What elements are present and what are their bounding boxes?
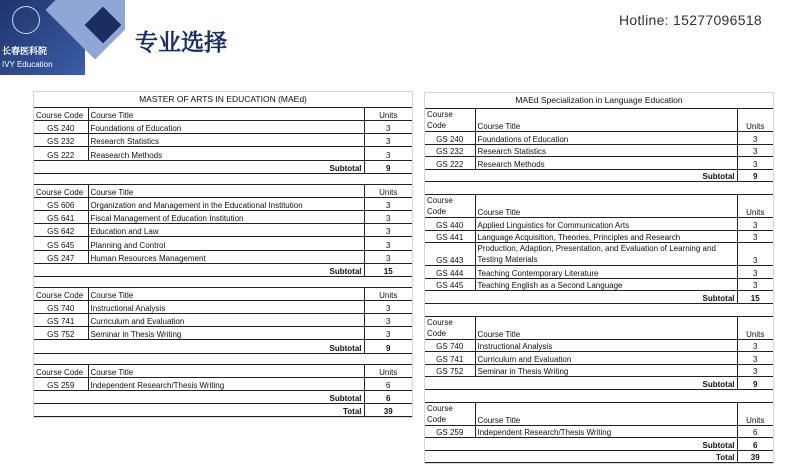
subtotal-value: 9 [364,160,412,173]
course-units: 3 [737,339,773,352]
empty-cell [475,389,737,402]
table-row [34,327,412,340]
table-row [34,147,412,160]
course-title: Production, Adaption, Presentation, and Evaluation of Learning and Testing Materials [475,243,737,266]
header-course-title: Course Title [88,108,364,121]
table-row [34,121,412,134]
subtotal-label: Subtotal [425,438,737,451]
table-row [34,237,412,250]
course-code: GS 222 [425,157,475,170]
course-units: 3 [737,217,773,230]
course-title: Research Statistics [88,134,364,147]
table-header-row [425,316,773,339]
header-units: Units [364,287,412,300]
subtotal-row [34,160,412,173]
course-units: 6 [364,377,412,390]
course-units: 3 [364,134,412,147]
header-units: Units [737,402,773,425]
table-row [34,134,412,147]
course-units: 3 [737,364,773,377]
subtotal-value: 15 [364,263,412,276]
course-code: GS 259 [34,377,88,390]
subtotal-label: Subtotal [34,263,364,276]
hotline: Hotline: 15277096518 [618,12,762,28]
table-row [425,425,773,438]
course-code: GS 443 [425,243,475,266]
course-units: 3 [364,224,412,237]
table-header-row [425,194,773,217]
course-title: Foundations of Education [88,121,364,134]
empty-cell [737,303,773,316]
course-code: GS 440 [425,217,475,230]
subtotal-value: 15 [737,291,773,304]
logo-seal-icon [12,6,40,34]
table-header-row [34,364,412,377]
subtotal-row [425,438,773,451]
course-units: 3 [737,144,773,157]
course-units: 3 [737,157,773,170]
course-code: GS 240 [34,121,88,134]
subtotal-label: Subtotal [425,377,737,390]
course-title: Teaching Contemporary Literature [475,266,737,279]
empty-cell [34,173,88,184]
empty-cell [737,182,773,195]
course-code: GS 606 [34,197,88,210]
course-units: 3 [364,147,412,160]
course-units: 6 [737,425,773,438]
course-code: GS 232 [34,134,88,147]
empty-cell [737,389,773,402]
course-title: Research Methods [475,157,737,170]
group-spacer [425,303,773,316]
course-title: Seminar in Thesis Writing [88,327,364,340]
empty-cell [34,353,88,364]
course-code: GS 752 [425,364,475,377]
header-units: Units [364,184,412,197]
course-code: GS 740 [425,339,475,352]
table-row [425,278,773,291]
subtotal-value: 9 [364,340,412,353]
course-code: GS 259 [425,425,475,438]
table-header-row [425,402,773,425]
course-title: Instructional Analysis [88,300,364,313]
course-title: Education and Law [88,224,364,237]
empty-cell [475,303,737,316]
header-course-code: Course Code [34,364,88,377]
table-row [425,230,773,243]
course-units: 3 [737,230,773,243]
course-title: Foundations of Education [475,132,737,145]
course-table [34,107,412,417]
group-spacer [34,353,412,364]
table-row [34,377,412,390]
header-course-title: Course Title [88,184,364,197]
subtotal-row [34,390,412,403]
header-course-code: Course Code [425,109,475,132]
course-title: Independent Research/Thesis Writing [88,377,364,390]
table-row [425,364,773,377]
logo-cn: 长春医科院 [2,46,48,56]
course-title: Organization and Management in the Educational Institution [88,197,364,210]
course-units: 3 [364,314,412,327]
header-course-code: Course Code [425,194,475,217]
group-spacer [425,389,773,402]
course-units: 3 [737,132,773,145]
table-header-row [34,184,412,197]
table-row [425,132,773,145]
course-code: GS 641 [34,210,88,223]
total-label: Total [425,450,737,463]
empty-cell [88,173,364,184]
course-code: GS 222 [34,147,88,160]
course-title: Planning and Control [88,237,364,250]
table-row [425,144,773,157]
total-row [34,404,412,417]
empty-cell [425,303,475,316]
empty-cell [364,353,412,364]
course-units: 3 [737,352,773,365]
header-course-code: Course Code [425,402,475,425]
language-education-table [424,92,774,464]
course-units: 3 [737,266,773,279]
empty-cell [425,389,475,402]
table-caption: MASTER OF ARTS IN EDUCATION (MAEd) [139,94,307,104]
header-course-code: Course Code [34,108,88,121]
empty-cell [364,173,412,184]
table-row [34,224,412,237]
course-units: 3 [364,237,412,250]
course-title: Reasearch Methods [88,147,364,160]
course-units: 3 [364,210,412,223]
table-row [34,197,412,210]
header-course-title: Course Title [475,109,737,132]
course-code: GS 741 [425,352,475,365]
logo-en: IVY Education [2,60,53,69]
course-code: GS 232 [425,144,475,157]
empty-cell [364,276,412,287]
subtotal-value: 9 [737,377,773,390]
course-title: Human Resources Management [88,250,364,263]
course-title: Research Statistics [475,144,737,157]
table-row [425,339,773,352]
course-code: GS 642 [34,224,88,237]
subtotal-label: Subtotal [34,340,364,353]
group-spacer [34,276,412,287]
table-header-row [425,109,773,132]
table-row [34,300,412,313]
table-caption: MAEd Specialization in Language Education [515,95,683,105]
course-title: Applied Linguistics for Communication Arts [475,217,737,230]
course-units: 3 [364,250,412,263]
course-title: Teaching English as a Second Language [475,278,737,291]
course-code: GS 240 [425,132,475,145]
header-units: Units [737,316,773,339]
total-row [425,450,773,463]
total-label: Total [34,404,364,417]
course-title: Independent Research/Thesis Writing [475,425,737,438]
empty-cell [34,276,88,287]
course-units: 3 [364,197,412,210]
subtotal-value: 6 [364,390,412,403]
course-units: 3 [737,278,773,291]
page-title: 专业选择 [135,29,227,55]
header-course-title: Course Title [475,194,737,217]
course-table [425,108,773,463]
subtotal-label: Subtotal [34,160,364,173]
course-code: GS 441 [425,230,475,243]
course-title: Fiscal Management of Education Institution [88,210,364,223]
total-value: 39 [737,450,773,463]
course-code: GS 741 [34,314,88,327]
course-code: GS 645 [34,237,88,250]
course-title: Curriculum and Evaluation [475,352,737,365]
empty-cell [425,182,475,195]
subtotal-row [34,340,412,353]
total-value: 39 [364,404,412,417]
table-header-row [34,108,412,121]
course-title: Seminar in Thesis Writing [475,364,737,377]
header-units: Units [364,364,412,377]
maed-table [33,91,413,418]
course-code: GS 445 [425,278,475,291]
table-row [425,243,773,266]
course-title: Curriculum and Evaluation [88,314,364,327]
subtotal-row [34,263,412,276]
table-row [34,314,412,327]
empty-cell [88,276,364,287]
empty-cell [475,182,737,195]
subtotal-value: 6 [737,438,773,451]
course-code: GS 752 [34,327,88,340]
subtotal-row [425,169,773,182]
subtotal-label: Subtotal [425,291,737,304]
subtotal-label: Subtotal [425,169,737,182]
course-title: Language Acquisition, Theories, Principles and Research [475,230,737,243]
table-row [425,217,773,230]
table-header-row [34,287,412,300]
course-units: 3 [364,300,412,313]
header-course-title: Course Title [88,364,364,377]
header-units: Units [737,194,773,217]
header-course-code: Course Code [34,184,88,197]
header-course-code: Course Code [425,316,475,339]
empty-cell [88,353,364,364]
course-units: 3 [737,243,773,266]
header-course-title: Course Title [475,402,737,425]
header-course-title: Course Title [475,316,737,339]
course-code: GS 740 [34,300,88,313]
table-row [425,157,773,170]
table-row [425,352,773,365]
header-units: Units [364,108,412,121]
course-units: 3 [364,121,412,134]
table-row [425,266,773,279]
course-title: Instructional Analysis [475,339,737,352]
subtotal-row [425,291,773,304]
course-code: GS 247 [34,250,88,263]
course-units: 3 [364,327,412,340]
header-course-title: Course Title [88,287,364,300]
subtotal-value: 9 [737,169,773,182]
course-code: GS 444 [425,266,475,279]
header-course-code: Course Code [34,287,88,300]
header-units: Units [737,109,773,132]
subtotal-row [425,377,773,390]
group-spacer [425,182,773,195]
table-row [34,210,412,223]
subtotal-label: Subtotal [34,390,364,403]
group-spacer [34,173,412,184]
table-row [34,250,412,263]
